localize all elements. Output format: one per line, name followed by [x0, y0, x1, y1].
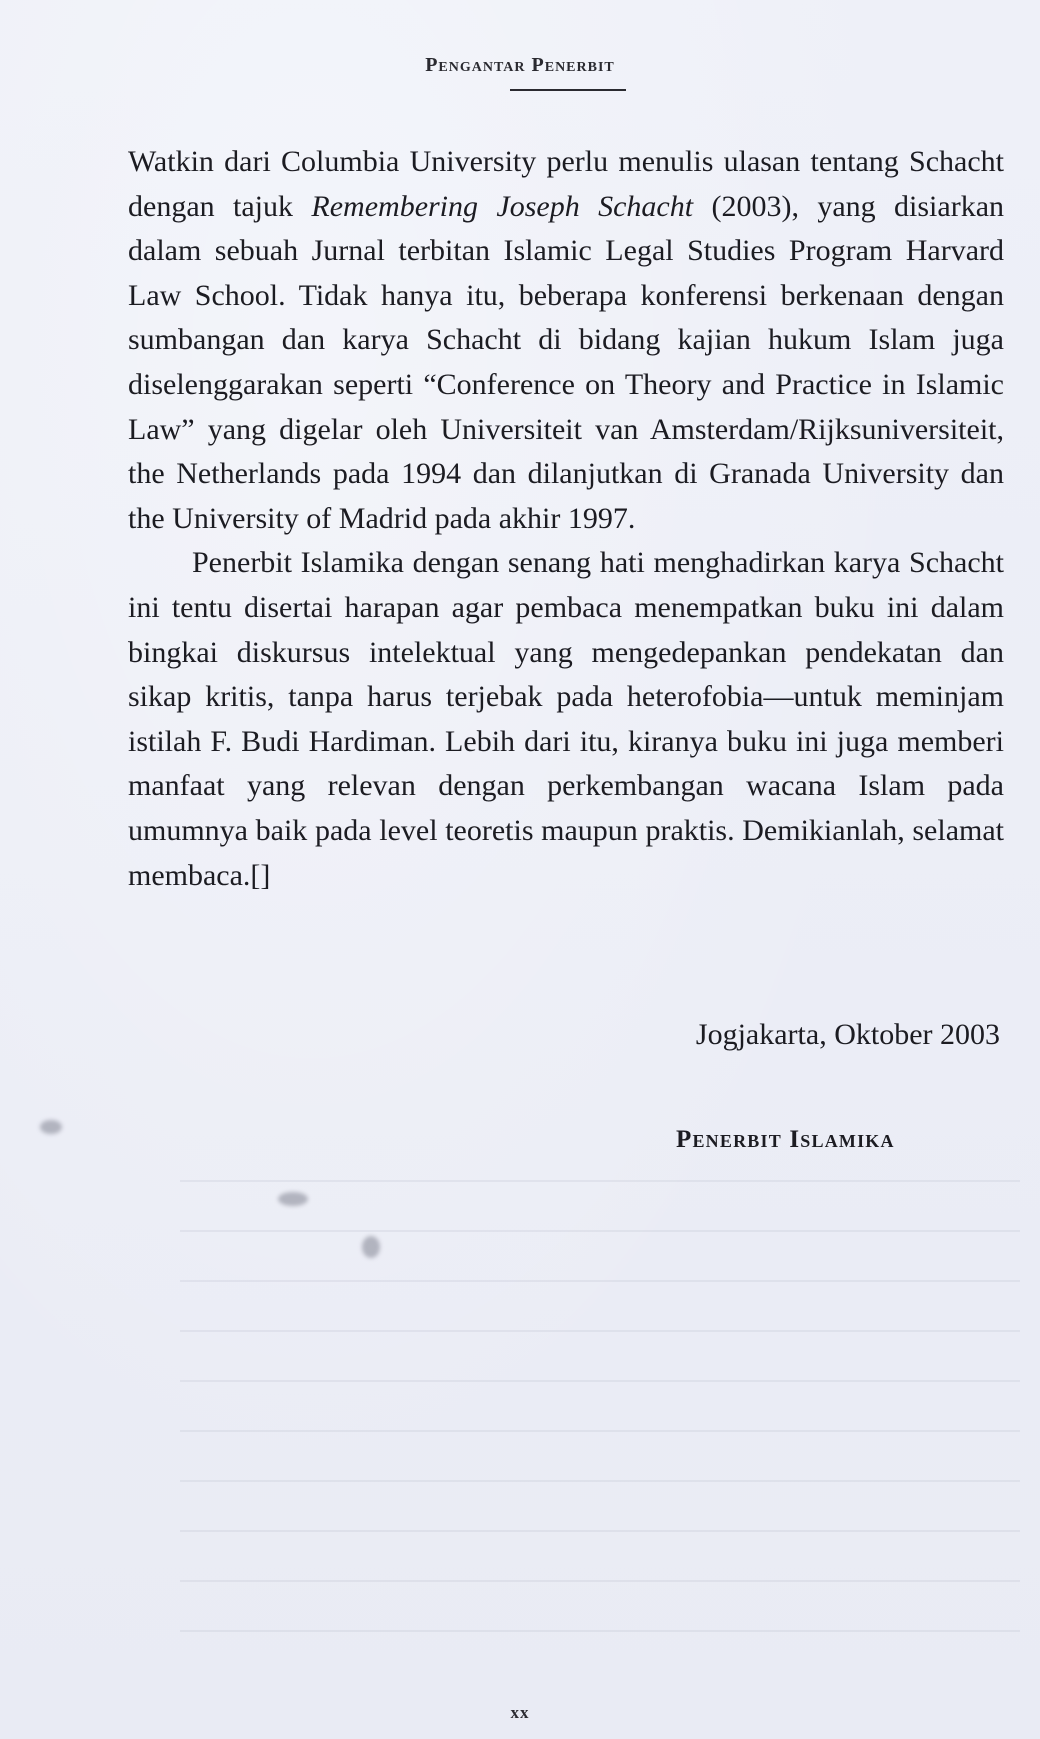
ink-smudge — [278, 1192, 308, 1206]
running-head: Pengantar Penerbit — [425, 54, 615, 76]
bleed-through-line — [180, 1330, 1020, 1332]
bleed-through-line — [180, 1430, 1020, 1432]
bleed-through-line — [180, 1180, 1020, 1182]
bleed-through-line — [180, 1280, 1020, 1282]
paragraph-1-text-before: Watkin dari Columbia University perlu menulis ulasan tentang Schacht dengan tajuk — [128, 145, 1004, 223]
body-text — [128, 140, 1004, 898]
dateline: Jogjakarta, Oktober 2003 — [695, 1018, 1000, 1051]
bleed-through-line — [180, 1480, 1020, 1482]
publisher-signature: Penerbit Islamika — [676, 1126, 895, 1153]
paragraph-1 — [128, 140, 1004, 541]
bleed-through-line — [180, 1630, 1020, 1632]
bleed-through-line — [180, 1230, 1020, 1232]
running-head-rule — [510, 89, 626, 91]
book-title-italic: Remembering Joseph Schacht — [311, 189, 694, 223]
paragraph-2: Penerbit Islamika dengan senang hati menghadirkan karya Schacht ini tentu disertai harapan agar pembaca menempatkan buku ini dalam bingkai diskursus intelektual yang mengedepankan pendekatan dan sikap kritis, tanpa harus terjebak pada heterofobia—untuk meminjam istilah F. Budi Hardiman. Lebih dari itu, kiranya buku ini juga memberi manfaat yang relevan dengan perkembangan wacana Islam pada umumnya baik pada level teoretis maupun praktis. Demikianlah, selamat membaca.[] — [128, 546, 1004, 892]
bleed-through-line — [180, 1530, 1020, 1532]
ink-smudge — [40, 1120, 62, 1134]
bleed-through-line — [180, 1380, 1020, 1382]
page-number: xx — [510, 1703, 530, 1722]
paragraph-1-text-after: (2003), yang disiarkan dalam sebuah Jurnal terbitan Islamic Legal Studies Program Harvard Law School. Tidak hanya itu, beberapa konferensi berkenaan dengan sumbangan dan karya Schacht di bidang kajian hukum Islam juga diselenggarakan seperti “Conference on Theory and Practice in Islamic Law” yang digelar oleh Universiteit van Amsterdam/Rijksuniversiteit, the Netherlands pada 1994 dan dilanjutkan di Granada University dan the University of Madrid pada akhir 1997. — [128, 189, 1005, 535]
bleed-through-line — [180, 1580, 1020, 1582]
ink-smudge — [362, 1236, 380, 1258]
